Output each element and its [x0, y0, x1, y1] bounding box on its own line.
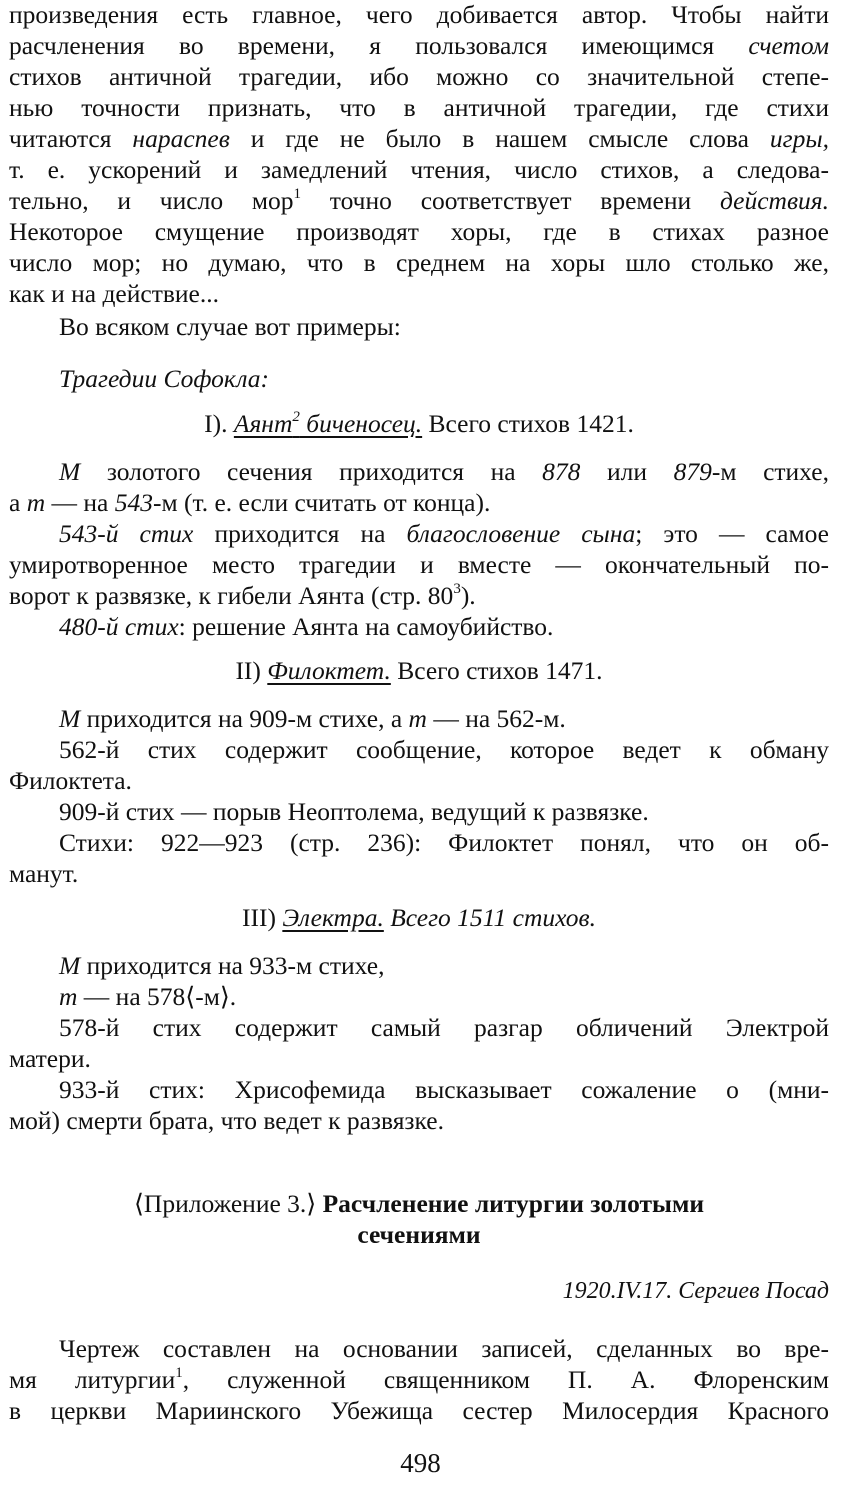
text-line: 543-й стих приходится на благословение сына; это — самое — [59, 519, 829, 548]
text-line: умиротворенное место трагедии и вместе — окончательный по- — [9, 550, 829, 579]
text-line: 933-й стих: Хрисофемида высказывает сожаление о (мни- — [59, 1075, 829, 1104]
ajax-title: Аянт$^2$ биченосец. — [233, 408, 423, 438]
text-line: 578-й стих содержит самый разгар обличений Электрой — [59, 1013, 829, 1042]
text-line: Чертеж составлен на основании записей, сделанных во вре- — [59, 1334, 829, 1363]
dateline: 1920.IV.17. Сергиев Посад — [562, 1278, 829, 1304]
text-line: Некоторое смущение производят хоры, где в стихах разное — [9, 217, 829, 246]
philoctetes-heading: II) Филоктет. Всего стихов 1471. — [235, 656, 603, 685]
text-line: m — на 578⟨-м⟩. — [59, 982, 237, 1011]
ajax-heading: I). Аянт$^2$ биченосец. Всего стихов 1421. — [204, 408, 634, 438]
text-line: число мор; но думаю, что в среднем на хоры шло столько же, — [9, 248, 829, 277]
appendix-title: ⟨Приложение 3.⟩ Расчленение литургии золотыми — [133, 1189, 705, 1218]
text-line: расчленения во времени, я пользовался имеющимся счетом — [9, 31, 829, 60]
text-line: Филоктета. — [9, 766, 132, 795]
footnote-ref: 2 — [292, 408, 300, 425]
text-line: читаются нараспев и где не было в нашем смысле слова игры, — [9, 124, 829, 153]
philoctetes-title: Филоктет. — [267, 656, 391, 685]
text-line: т. е. ускорений и замедлений чтения, число стихов, а следова- — [9, 155, 829, 184]
text-line: мя литургии$^1$, служенной священником П. А. Флоренским — [9, 1364, 829, 1394]
text-line: манут. — [9, 859, 79, 888]
text-line: а m — на 543-м (т. е. если считать от конца). — [9, 488, 491, 517]
text-line: ворот к развязке, к гибели Аянта (стр. $80^3$). — [9, 580, 476, 610]
text-line: в церкви Мариинского Убежища сестер Милосердия Красного — [9, 1396, 829, 1425]
text-line: Стихи: 922—923 (стр. 236): Филоктет понял, что он об- — [59, 828, 829, 857]
text-line: как и на действие... — [9, 279, 219, 308]
text-line: произведения есть главное, чего добивается автор. Чтобы найти — [9, 0, 829, 29]
text-line: мой) смерти брата, что ведет к развязке. — [9, 1106, 444, 1135]
page-number: 498 — [400, 1448, 441, 1478]
text-line: 480-й стих: решение Аянта на самоубийство. — [59, 612, 554, 641]
text-line: тельно, и число мор$^1$ точно соответствует времени действия. — [9, 185, 829, 215]
text-line: М приходится на 909-м стихе, а m — на 562-м. — [59, 704, 566, 733]
text-line: 909-й стих — порыв Неоптолема, ведущий к развязке. — [59, 797, 649, 826]
electra-title: Электра. — [282, 903, 384, 932]
examples-intro: Во всяком случае вот примеры: — [59, 312, 401, 341]
sophocles-heading: Трагедии Софокла: — [59, 364, 270, 393]
footnote-ref: 1 — [293, 185, 301, 202]
electra-heading: III) Электра. Всего 1511 стихов. — [242, 903, 596, 932]
text-line: матери. — [9, 1044, 91, 1073]
text-line: стихов античной трагедии, ибо можно со значительной степе- — [9, 62, 829, 91]
text-line: нью точности признать, что в античной трагедии, где стихи — [9, 93, 829, 122]
appendix-title-cont: сечениями — [357, 1220, 481, 1249]
text-line: М приходится на 933-м стихе, — [59, 951, 385, 980]
text-line: М золотого сечения приходится на 878 или 879-м стихе, — [59, 457, 829, 486]
footnote-ref: 1 — [175, 1364, 183, 1381]
footnote-ref: 3 — [453, 580, 461, 597]
text-line: 562-й стих содержит сообщение, которое ведет к обману — [59, 735, 829, 764]
